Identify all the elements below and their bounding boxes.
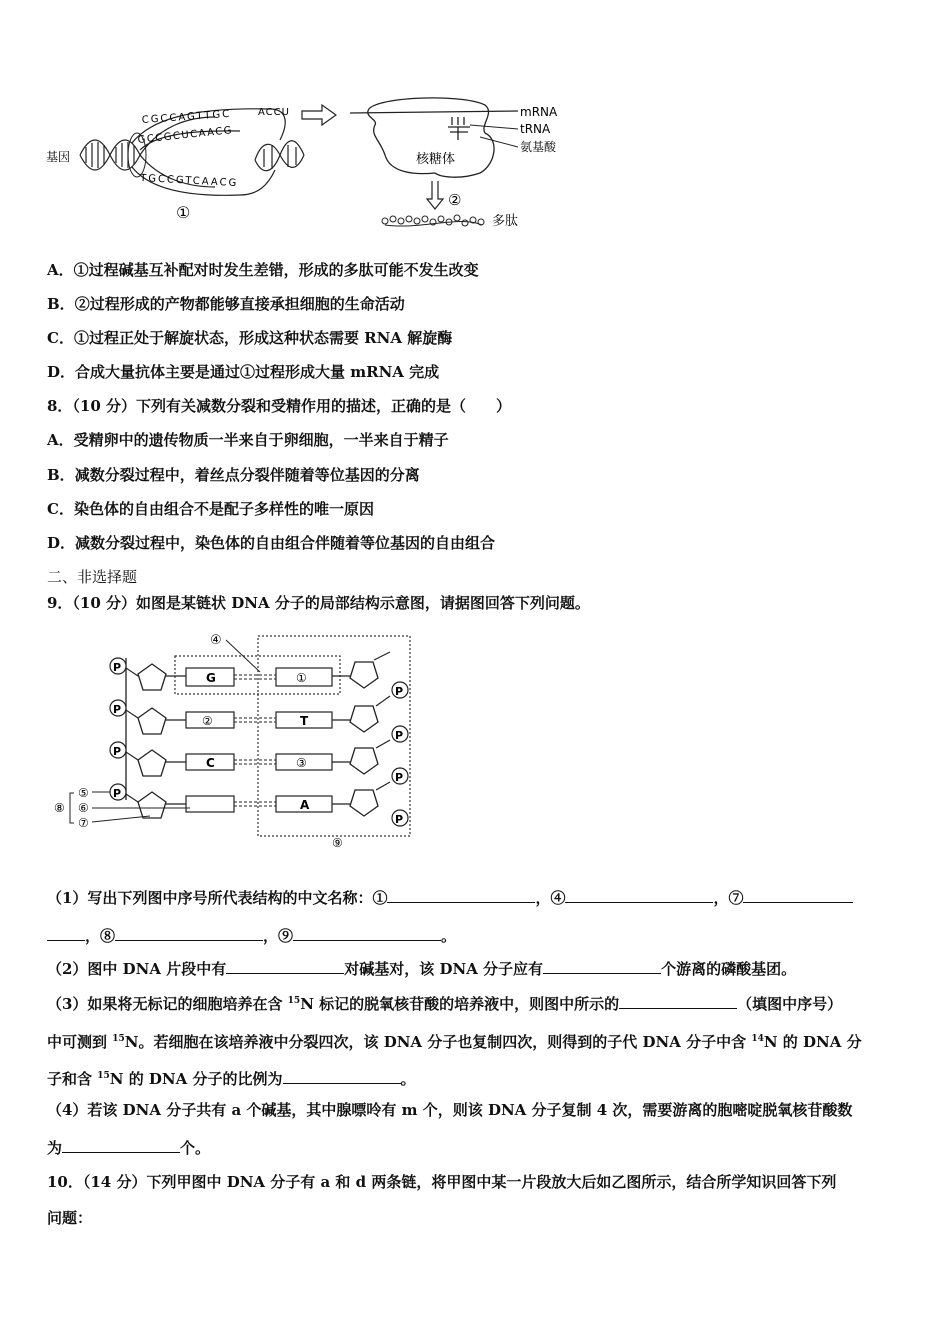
right-base-1: ①: [296, 671, 307, 685]
nucleotide-row: [110, 782, 408, 826]
left-base-2: ②: [202, 714, 213, 728]
ribosome-label: 核糖体: [416, 152, 456, 167]
q8-option-c: C．染色体的自由组合不是配子多样性的唯一原因: [47, 500, 374, 518]
dna-helix-right: [255, 141, 304, 171]
mrna-line: [350, 111, 518, 113]
translation-arrow: [427, 181, 443, 209]
section-heading: 二、非选择题: [47, 568, 138, 586]
svg-text:P: P: [395, 729, 404, 742]
q9-part1-line1: （1）写出下列图中序号所代表结构的中文名称：① ，④ ，⑦: [47, 887, 853, 908]
q10-stem-line2: 问题：: [47, 1209, 93, 1227]
gene-label: 基因: [46, 150, 71, 164]
q9-part3-line2: 中可测到 $^{15}$N。若细胞在该培养液中分裂四次，该 DNA 分子也复制四次，则得到的子代 DNA 分子中含 $^{14}$N 的 DNA 分: [47, 1033, 862, 1051]
q9-part4-line1: （4）若该 DNA 分子共有 a 个碱基，其中腺嘌呤有 m 个，则该 DNA 分子复制 4 次，需要游离的胞嘧啶脱氧核苷酸数: [47, 1101, 853, 1119]
mrna-label: mRNA: [520, 105, 558, 119]
trna-label: tRNA: [520, 122, 551, 136]
dna-structure-figure: [50, 630, 430, 850]
right-base-4: A: [300, 798, 310, 812]
q7-option-d: D．合成大量抗体主要是通过①过程形成大量 mRNA 完成: [47, 363, 440, 381]
nucleotide-row: [110, 696, 408, 742]
mrna-strand: GCCGCUCAACG: [137, 125, 234, 146]
process-2-label: ②: [448, 191, 462, 209]
q9-part3-line3: 子和含 $^{15}$N 的 DNA 分子的比例为 。: [47, 1070, 416, 1088]
q8-option-a: A．受精卵中的遗传物质一半来自于卵细胞，一半来自于精子: [47, 431, 449, 449]
svg-text:P: P: [113, 787, 122, 800]
svg-text:P: P: [113, 661, 122, 674]
q8-option-d: D．减数分裂过程中，染色体的自由组合伴随着等位基因的自由组合: [47, 534, 496, 552]
svg-text:P: P: [395, 813, 404, 826]
trna-icon: [448, 117, 470, 140]
q7-option-b: B．②过程形成的产物都能够直接承担细胞的生命活动: [47, 295, 405, 313]
svg-text:P: P: [113, 745, 122, 758]
nucleotide-row: [110, 740, 408, 784]
q8-option-b: B．减数分裂过程中，着丝点分裂伴随着等位基因的分离: [47, 466, 420, 484]
q8-stem: 8．（10 分）下列有关减数分裂和受精作用的描述，正确的是（ ）: [47, 397, 512, 415]
svg-text:P: P: [395, 771, 404, 784]
q9-part2: （2）图中 DNA 片段中有 对碱基对，该 DNA 分子应有 个游离的磷酸基团。: [47, 960, 797, 978]
right-base-2: T: [300, 714, 309, 728]
label-4: ④: [210, 633, 222, 648]
mrna-tail: ACCU: [258, 107, 290, 118]
q9-part4-line2: 为 个。: [47, 1139, 211, 1157]
svg-text:P: P: [395, 685, 404, 698]
coding-strand-bottom: TGCCGTCAACG: [139, 173, 239, 190]
left-base-1: G: [206, 671, 216, 685]
gene-expression-figure: [40, 95, 580, 240]
polypeptide-chain: [382, 215, 484, 226]
right-base-3: ③: [296, 756, 307, 770]
svg-text:P: P: [113, 703, 122, 716]
process-1-label: ①: [176, 203, 191, 222]
left-base-3: C: [206, 756, 215, 770]
q9-stem: 9．（10 分）如图是某链状 DNA 分子的局部结构示意图，请据图回答下列问题。: [47, 594, 590, 612]
svg-text:⑧: ⑧: [54, 801, 65, 815]
nucleotide-row: [110, 652, 408, 698]
q10-stem-line1: 10．（14 分）下列甲图中 DNA 分子有 a 和 d 两条链，将甲图中某一片段放大后如乙图所示，结合所学知识回答下列: [47, 1173, 837, 1191]
q9-part3-line1: （3）如果将无标记的细胞培养在含 $^{15}$N 标记的脱氧核苷酸的培养液中，则图中所示的 （填图中序号）: [47, 995, 843, 1013]
polypeptide-label: 多肽: [492, 214, 519, 229]
svg-text:⑦: ⑦: [78, 816, 89, 830]
label-9: ⑨: [332, 836, 343, 850]
svg-text:⑥: ⑥: [78, 801, 89, 815]
q9-part1-line2: ，⑧ ，⑨ 。: [47, 925, 456, 946]
q7-option-a: A．①过程碱基互补配对时发生差错，形成的多肽可能不发生改变: [47, 261, 479, 279]
process-arrow: [302, 105, 336, 125]
svg-text:⑤: ⑤: [78, 786, 89, 800]
q7-option-c: C．①过程正处于解旋状态，形成这种状态需要 RNA 解旋酶: [47, 329, 453, 347]
amino-acid-label: 氨基酸: [520, 140, 557, 154]
template-strand-top: CGCCAGTTGC: [141, 108, 232, 126]
